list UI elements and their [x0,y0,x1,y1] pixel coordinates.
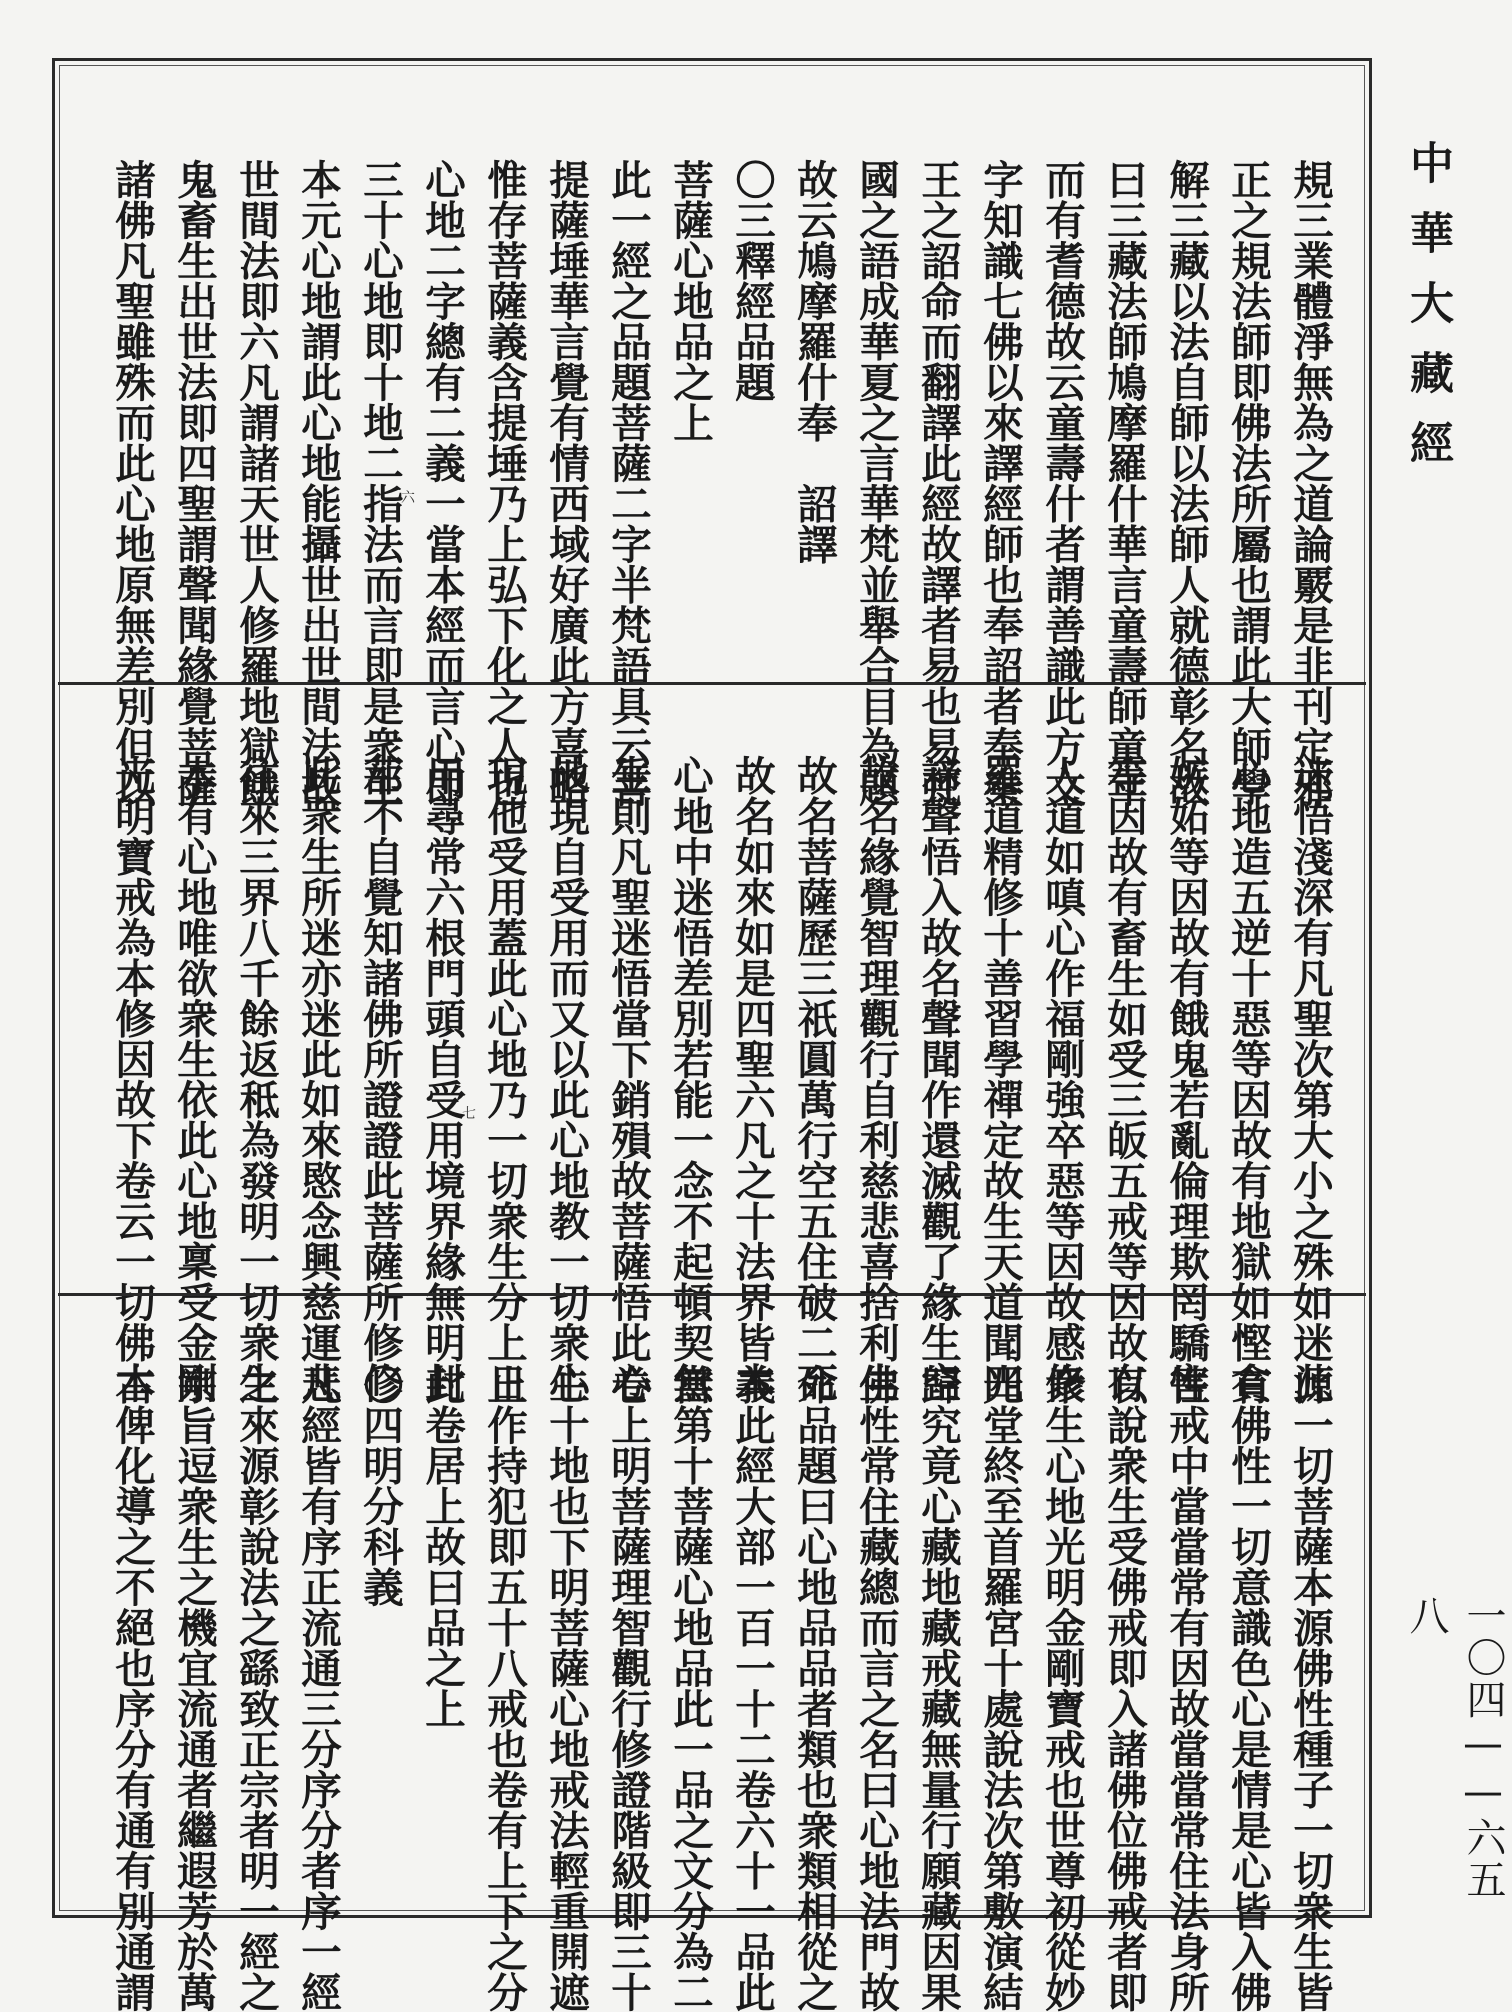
text-column: 止作持犯即五十八戒也卷有上下之分 [480,1364,528,2012]
text-column: 此衆生所迷亦迷此如來愍念興慈運悲 [294,755,342,1403]
section-heading: 〇四明分科義 [356,1364,404,1607]
text-column: 古俾化導之不絕也序分有通有別通謂 [108,1364,156,2012]
text-column: 故名如來如是四聖六凡之十法界皆本 [728,755,776,1403]
text-column: 本元心地謂此心地能攝世出世間法故 [294,159,342,807]
text-column: 正之規法師即佛法所屬也謂此大師學 [1224,159,1272,807]
text-column: 卷上明菩薩理智觀行修證階級即三十 [604,1364,652,2012]
text-column: 曰三藏法師鳩摩羅什華言童壽師童年 [1100,159,1148,807]
text-column: 故名緣覺智理觀行自利慈悲喜捨利生 [852,755,900,1403]
text-column: 往來三界八千餘返秪為發明一切衆生 [232,755,280,1403]
panel-top [58,64,1366,807]
text-column: 規三業體淨無為之道論覈是非刊定邪 [1286,159,1334,807]
text-column: 命品題曰心地品品者類也衆類相從之 [790,1364,838,2012]
line-marker: 七 [462,1106,476,1122]
text-column: 字知識七佛以來譯經師也奉詔者奉秦 [976,159,1024,807]
text-column: 現他受用蓋此心地乃一切衆生分上日 [480,755,528,1403]
text-column: 源一切菩薩本源佛性種子一切衆生皆 [1286,1364,1334,2012]
page-number: 一〇四——六五八 [1403,1595,1506,1901]
text-column: 宗旨逗衆生之機宜流通者繼遐芳於萬 [170,1364,218,2012]
text-column: 國之語成華夏之言華梵並舉合目為題 [852,159,900,807]
text-column: 以說衆生受佛戒即入諸佛位佛戒者即 [1100,1364,1148,2012]
text-column: 之來源彰說法之繇致正宗者明一經之 [232,1364,280,2012]
collection-title: 中華大藏經 [1402,140,1453,490]
text-column: 地現自受用而又以此心地教一切衆生 [542,755,590,1403]
text-column: 歸究竟心藏地藏戒藏無量行願藏因果 [914,1364,962,2012]
text-column: 光堂終至首羅宮十處說法次第敷演結 [976,1364,1024,2012]
line-marker: 六 [401,490,415,506]
text-column: 故云鳩摩羅什奉 詔譯 [790,159,838,564]
text-column: 迷悟淺深有凡聖次第大小之殊如迷此 [1286,755,1334,1403]
text-column: 生則凡聖迷悟當下銷殞故菩薩悟此心 [604,755,652,1403]
text-column: 鬼畜生出世法即四聖謂聲聞緣覺菩薩 [170,159,218,807]
text-column: 本有心地唯欲衆生依此心地稟受金剛 [170,755,218,1403]
text-column: 惟存菩薩義含提埵乃上弘下化之人也 [480,159,528,807]
panel-bottom [58,1293,1366,2012]
text-column: 諦聲悟入故名聲聞作還滅觀了緣生空 [914,755,962,1403]
text-column: 此卷居上故曰品之上 [418,1364,466,1729]
chapter-title: 菩薩心地品之上 [666,159,714,443]
text-column: 心地二字總有二義一當本經而言心即 [418,159,466,807]
text-column: 此一經之品題菩薩二字半梵語具云菩 [604,159,652,807]
text-column: 三十心地即十地二指法而言即是衆生 [356,159,404,807]
text-column: 解三藏以法自師以法師人就德彰名故 [1162,159,1210,807]
text-column: 用尋常六根門頭自受用境界緣無明封 [418,755,466,1403]
text-column: 人道如嗔心作福剛強卒惡等因故感修 [1038,755,1086,1403]
text-column: 王之詔命而翻譯此經故譯者易也易梵 [914,159,962,807]
text-column: 蔀不自覺知諸佛所證證此菩薩所修修 [356,755,404,1403]
text-column: 諸佛凡聖雖殊而此心地原無差別但以 [108,159,156,807]
text-column: 心地中迷悟差別若能一念不起頓契無 [666,755,714,1403]
text-column: 當第十菩薩心地品此一品之文分為二 [666,1364,714,2012]
text-column: 羅道精修十善習學禪定故生天道聞四 [976,755,1024,1403]
text-column: 而有耆德故云童壽什者謂善識此方文 [1038,159,1086,807]
text-column: 故名菩薩歷三祇圓萬行空五住破二死 [790,755,838,1403]
text-column: 衆生心地光明金剛寶戒也世尊初從妙 [1038,1364,1086,2012]
text-column: 性戒中當當常有因故當當常住法身所 [1162,1364,1210,2012]
text-column: 光明寶戒為本修因故下卷云一切佛本 [108,755,156,1403]
text-column: 提薩埵華言覺有情西域好廣此方喜略 [542,159,590,807]
text-column: 世間法即六凡謂諸天世人修羅地獄餓 [232,159,280,807]
section-heading: 〇三釋經品題 [728,159,776,402]
text-column: 嫉妬等因故有餓鬼若亂倫理欺罔驕害 [1162,755,1210,1403]
text-column: 凡經皆有序正流通三分序分者序一經 [294,1364,342,2012]
text-column: 心十地也下明菩薩心地戒法輕重開遮 [542,1364,590,2012]
text-column: 有佛性一切意識色心是情是心皆入佛 [1224,1364,1272,2012]
panel-middle [58,682,1366,1403]
text-column: 佛性常住藏總而言之名曰心地法門故 [852,1364,900,2012]
text-column: 等因故有畜生如受三皈五戒等因故有 [1100,755,1148,1403]
text-column: 義此經大部一百一十二卷六十一品此 [728,1364,776,2012]
text-column: 心地造五逆十惡等因故有地獄如慳貪 [1224,755,1272,1403]
